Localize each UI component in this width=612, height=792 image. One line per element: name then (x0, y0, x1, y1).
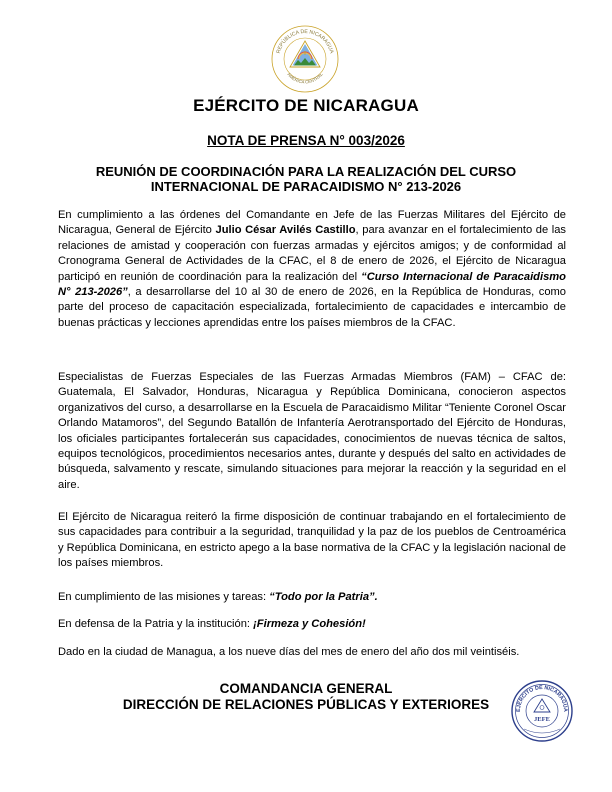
paragraph-4-text: En cumplimiento de las misiones y tareas: (58, 591, 270, 603)
stamp-ring-text: EJÉRCITO DE NICARAGUA (515, 684, 569, 713)
press-note-number: NOTA DE PRENSA N° 003/2026 (207, 133, 405, 148)
motto-todo-por-la-patria: “Todo por la Patria”. (269, 591, 378, 603)
course-name: “Curso Internacional de Paracaidismo N° 213-2026” (58, 270, 566, 299)
nicaragua-coat-of-arms (270, 24, 340, 94)
paragraph-4 (58, 590, 566, 605)
motto-firmeza-y-cohesion: ¡Firmeza y Cohesión! (253, 618, 366, 630)
official-stamp (510, 679, 574, 743)
footer-directorate: DIRECCIÓN DE RELACIONES PÚBLICAS Y EXTERIORES (122, 697, 490, 712)
paragraph-1-text-a: En cumplimiento a las órdenes del Comandante en Jefe de las Fuerzas Militares del Ejército de Nicaragua, General de Ejército (58, 209, 566, 237)
subject-line-1: REUNIÓN DE COORDINACIÓN PARA LA REALIZACIÓN DEL CURSO (95, 164, 517, 179)
organization-title: EJÉRCITO DE NICARAGUA (193, 96, 419, 115)
subject-line-2: INTERNACIONAL DE PARACAIDISMO N° 213-2026 (150, 179, 462, 194)
paragraph-1-text-c: , a desarrollarse del 10 al 30 de enero de 2026, en la República de Honduras, como parte del proceso de capacitación especializada, fortalecimiento de capacidades e intercambio de buenas prácticas y lecciones aprendidas entre los países miembros de la CFAC. (58, 286, 566, 329)
stamp-center-text: JEFE (534, 716, 550, 723)
paragraph-5-text: En defensa de la Patria y la institución: (58, 618, 254, 630)
footer-command: COMANDANCIA GENERAL (219, 681, 393, 696)
coat-of-arms-ring-text: REPÚBLICA DE NICARAGUA (275, 28, 335, 55)
paragraph-2: Especialistas de Fuerzas Especiales de las Fuerzas Armadas Miembros (FAM) – CFAC de: Guatemala, El Salvador, Honduras, Nicaragua y República Dominicana, conocieron aspectos organizativos del curso, a desarrollarse en la Escuela de Paracaidismo Militar “Teniente Coronel Oscar Orlando Matamoros”, del Segundo Batallón de Infantería Aerotransportado del Ejército de Honduras, los oficiales participantes fortalecerán sus capacidades, conocimientos de nuevas técnica de saltos, equipos tecnológicos, procedimientos necesarios antes, durante y después del salto en actividades de búsqueda, salvamento y rescate, simulando situaciones para mejorar la reacción y la seguridad en el aire. (58, 371, 566, 491)
paragraph-6-date-line: Dado en la ciudad de Managua, a los nueve días del mes de enero del año dos mil veintiséis. (58, 646, 520, 658)
paragraph-3: El Ejército de Nicaragua reiteró la firme disposición de continuar trabajando en el fortalecimiento de sus capacidades para contribuir a la seguridad, tranquilidad y la paz de los pueblos de Centroamérica y República Dominicana, en estricto apego a la base normativa de la CFAC y la legislación nacional de los países miembros. (58, 511, 566, 570)
press-note-subject (0, 164, 612, 194)
paragraph-1 (58, 208, 566, 331)
coat-of-arms-bottom-text: AMÉRICA CENTRAL (286, 71, 324, 85)
commander-name: Julio César Avilés Castillo (215, 224, 356, 237)
paragraph-5 (58, 617, 566, 632)
paragraph-1-text-b: , para avanzar en el fortalecimiento de las relaciones de amistad y cooperación con fuerzas armadas y ejércitos amigos; y de conformidad al Cronograma General de Actividades de la CFAC, el 8 de enero de 2026, el Ejército de Nicaragua participó en reunión de coordinación para la realización del (58, 224, 566, 283)
